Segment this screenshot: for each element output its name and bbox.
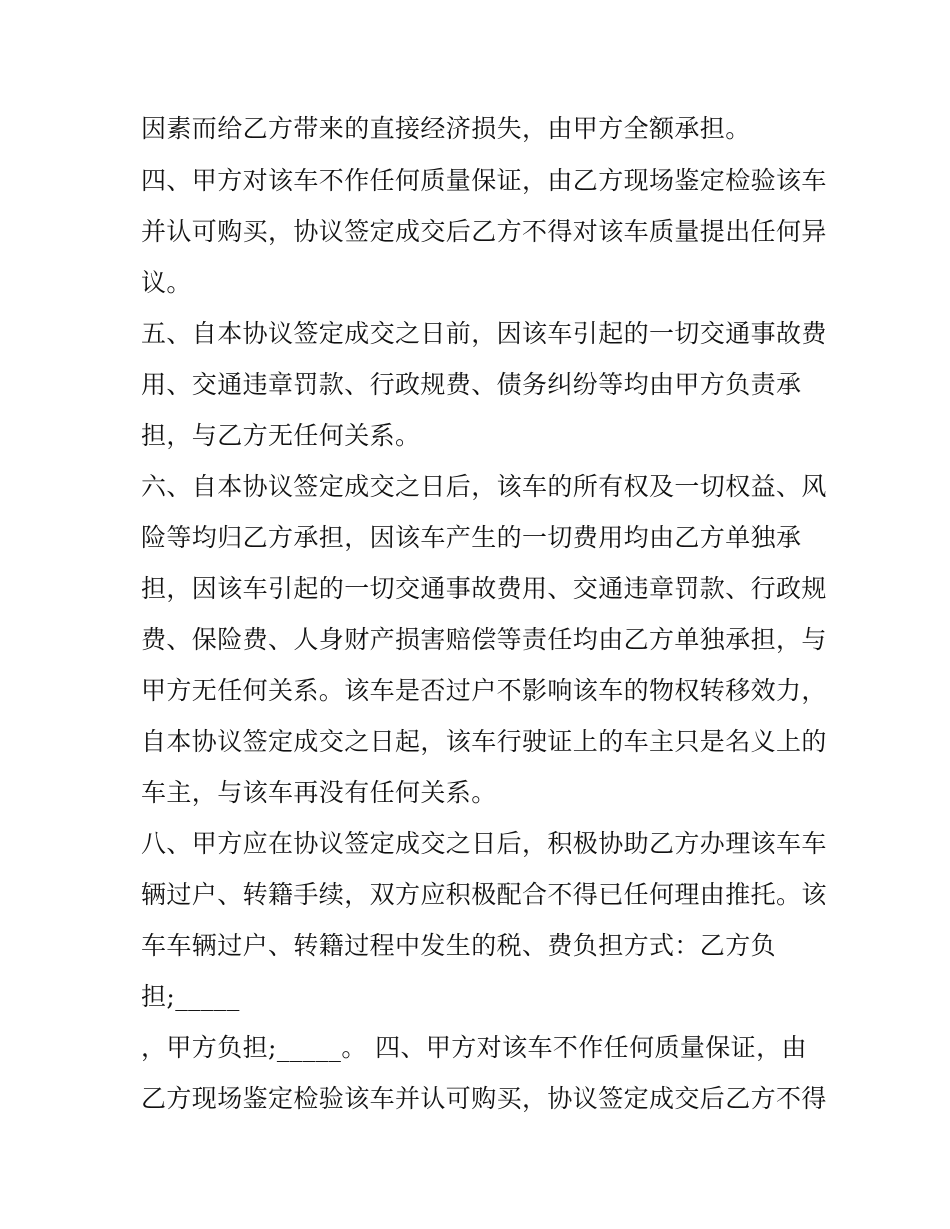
text-line: 险等均归乙方承担，因该车产生的一切费用均由乙方单独承	[141, 523, 802, 552]
text-line: 甲方无任何关系。该车是否过户不影响该车的物权转移效力，	[141, 676, 827, 705]
text-line: 辆过户、转籍手续，双方应积极配合不得已任何理由推托。该	[141, 880, 827, 909]
text-line: 八、甲方应在协议签定成交之日后，积极协助乙方办理该车车	[141, 829, 827, 858]
text-line: 因素而给乙方带来的直接经济损失，由甲方全额承担。	[141, 114, 751, 143]
text-line: 四、甲方对该车不作任何质量保证，由乙方现场鉴定检验该车	[141, 166, 827, 195]
text-line: ，甲方负担;_____。 四、甲方对该车不作任何质量保证，由	[141, 1033, 807, 1062]
text-line: 担，与乙方无任何关系。	[141, 421, 421, 450]
text-line: 车车辆过户、转籍过程中发生的税、费负担方式：乙方负	[141, 931, 777, 960]
text-line: 担;_____	[141, 982, 240, 1011]
text-line: 并认可购买，协议签定成交后乙方不得对该车质量提出任何异	[141, 217, 827, 246]
text-line: 自本协议签定成交之日起，该车行驶证上的车主只是名义上的	[141, 727, 827, 756]
text-line: 车主，与该车再没有任何关系。	[141, 778, 497, 807]
text-line: 议。	[141, 268, 192, 297]
text-line: 五、自本协议签定成交之日前，因该车引起的一切交通事故费	[141, 319, 827, 348]
text-line: 用、交通违章罚款、行政规费、债务纠纷等均由甲方负责承	[141, 370, 802, 399]
text-line: 费、保险费、人身财产损害赔偿等责任均由乙方单独承担，与	[141, 625, 827, 654]
text-line: 六、自本协议签定成交之日后，该车的所有权及一切权益、风	[141, 472, 827, 501]
text-line: 乙方现场鉴定检验该车并认可购买，协议签定成交后乙方不得	[141, 1084, 827, 1113]
text-line: 担，因该车引起的一切交通事故费用、交通违章罚款、行政规	[141, 574, 827, 603]
